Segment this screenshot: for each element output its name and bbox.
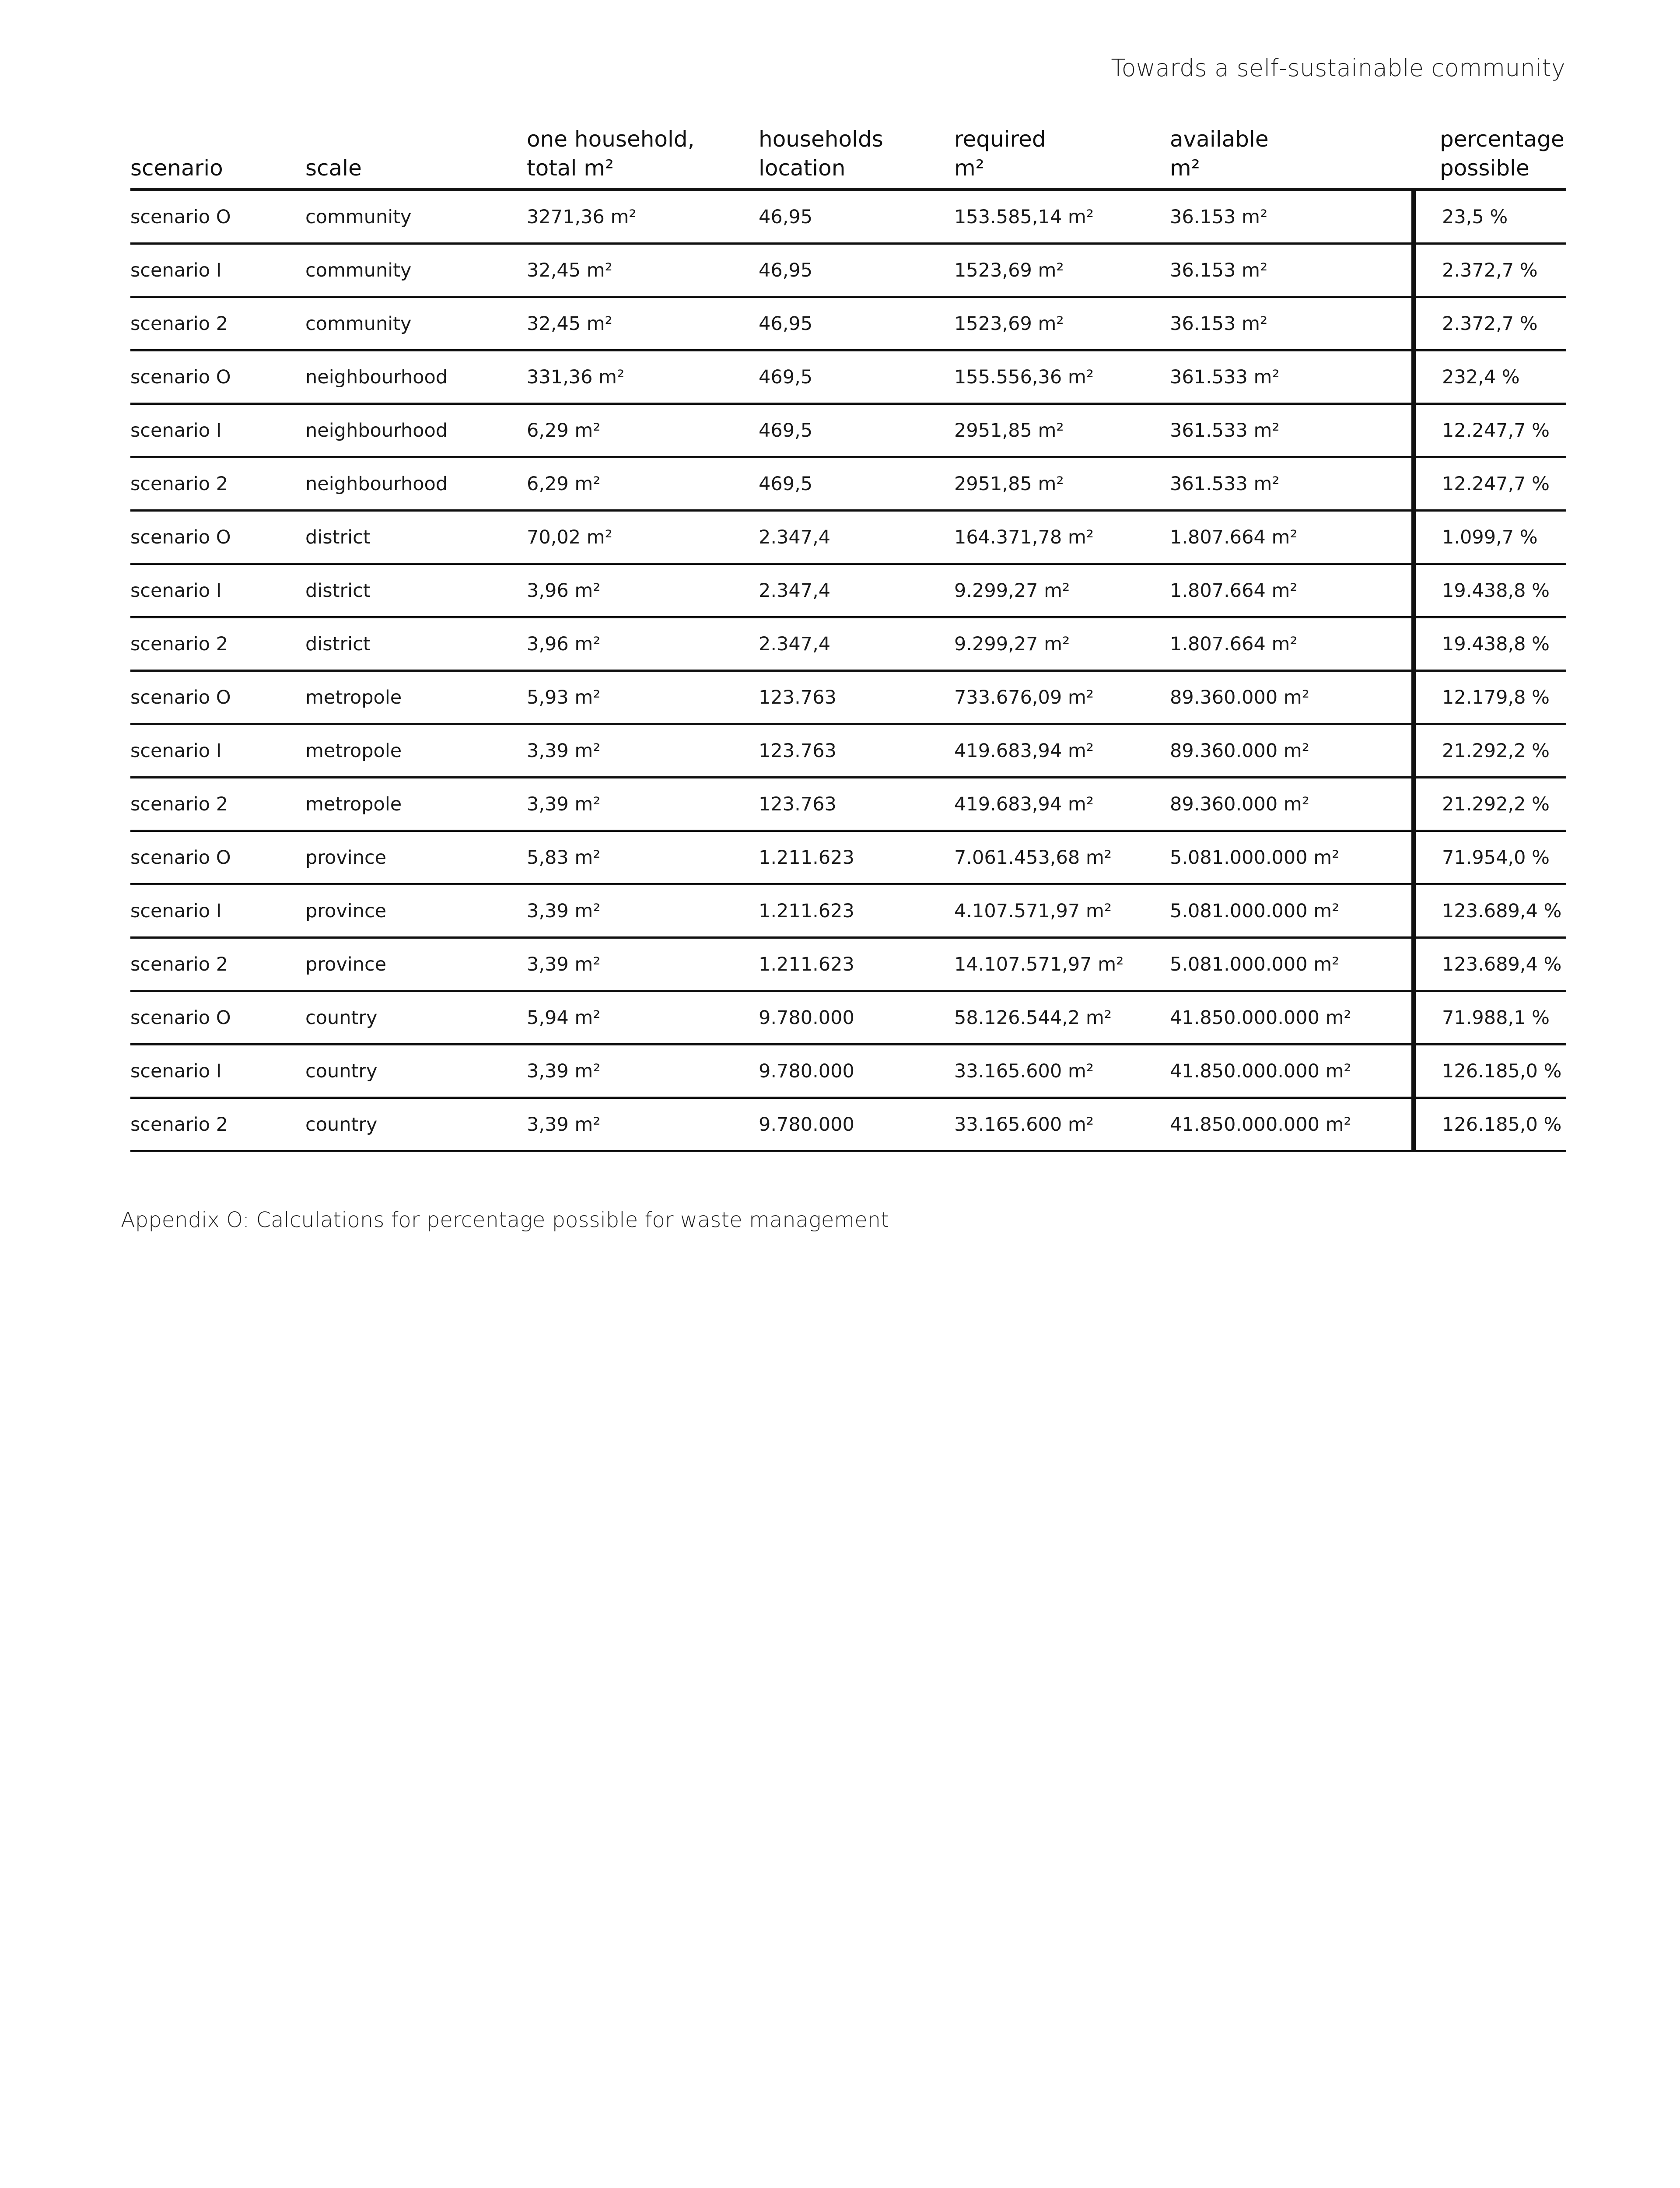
required-cell: 9.299,27 m²	[954, 564, 1170, 617]
scale-cell: country	[305, 1098, 527, 1151]
percentage-cell: 2.372,7 %	[1414, 244, 1566, 297]
table-body	[130, 189, 1566, 1151]
scale-cell: neighbourhood	[305, 404, 527, 457]
available-cell: 89.360.000 m²	[1170, 724, 1414, 778]
header-scenario: scenario	[130, 125, 305, 189]
household-area-cell: 3,39 m²	[527, 884, 759, 938]
required-cell: 33.165.600 m²	[954, 1045, 1170, 1098]
available-cell: 1.807.664 m²	[1170, 511, 1414, 564]
required-cell: 14.107.571,97 m²	[954, 938, 1170, 991]
households-cell: 1.211.623	[759, 831, 954, 884]
household-area-cell: 70,02 m²	[527, 511, 759, 564]
required-cell: 58.126.544,2 m²	[954, 991, 1170, 1045]
table-row	[130, 884, 1566, 938]
table-header-row	[130, 125, 1566, 189]
scale-cell: district	[305, 511, 527, 564]
table-row	[130, 938, 1566, 991]
household-area-cell: 5,83 m²	[527, 831, 759, 884]
scenario-cell: scenario O	[130, 671, 305, 724]
available-cell: 41.850.000.000 m²	[1170, 1045, 1414, 1098]
available-cell: 5.081.000.000 m²	[1170, 831, 1414, 884]
household-area-cell: 32,45 m²	[527, 297, 759, 351]
table-caption: Appendix O: Calculations for percentage possible for waste management	[121, 1208, 889, 1232]
households-cell: 2.347,4	[759, 511, 954, 564]
scenario-cell: scenario O	[130, 189, 305, 244]
available-cell: 36.153 m²	[1170, 189, 1414, 244]
scale-cell: country	[305, 991, 527, 1045]
required-cell: 33.165.600 m²	[954, 1098, 1170, 1151]
percentage-cell: 12.247,7 %	[1414, 404, 1566, 457]
header-required: required m²	[954, 125, 1170, 189]
table-row	[130, 778, 1566, 831]
percentage-cell: 2.372,7 %	[1414, 297, 1566, 351]
table-row	[130, 617, 1566, 671]
scale-cell: province	[305, 938, 527, 991]
required-cell: 164.371,78 m²	[954, 511, 1170, 564]
table-row	[130, 724, 1566, 778]
households-cell: 469,5	[759, 404, 954, 457]
households-cell: 2.347,4	[759, 617, 954, 671]
running-header: Towards a self-sustainable community	[1111, 54, 1565, 82]
percentage-cell: 19.438,8 %	[1414, 564, 1566, 617]
scale-cell: province	[305, 884, 527, 938]
percentage-cell: 19.438,8 %	[1414, 617, 1566, 671]
waste-management-table	[130, 125, 1566, 1152]
table-row	[130, 1045, 1566, 1098]
percentage-cell: 12.247,7 %	[1414, 457, 1566, 511]
header-scale: scale	[305, 125, 527, 189]
scenario-cell: scenario O	[130, 351, 305, 404]
household-area-cell: 32,45 m²	[527, 244, 759, 297]
household-area-cell: 3,96 m²	[527, 564, 759, 617]
scenario-cell: scenario O	[130, 831, 305, 884]
household-area-cell: 3271,36 m²	[527, 189, 759, 244]
household-area-cell: 3,39 m²	[527, 724, 759, 778]
scale-cell: neighbourhood	[305, 351, 527, 404]
scenario-cell: scenario 2	[130, 617, 305, 671]
scenario-cell: scenario 2	[130, 1098, 305, 1151]
required-cell: 419.683,94 m²	[954, 724, 1170, 778]
households-cell: 9.780.000	[759, 1098, 954, 1151]
scenario-cell: scenario I	[130, 404, 305, 457]
households-cell: 46,95	[759, 297, 954, 351]
household-area-cell: 3,39 m²	[527, 1045, 759, 1098]
households-cell: 123.763	[759, 724, 954, 778]
scale-cell: district	[305, 617, 527, 671]
scale-cell: country	[305, 1045, 527, 1098]
required-cell: 9.299,27 m²	[954, 617, 1170, 671]
scenario-cell: scenario I	[130, 564, 305, 617]
available-cell: 5.081.000.000 m²	[1170, 938, 1414, 991]
scale-cell: community	[305, 244, 527, 297]
scenario-cell: scenario O	[130, 991, 305, 1045]
percentage-cell: 21.292,2 %	[1414, 724, 1566, 778]
required-cell: 155.556,36 m²	[954, 351, 1170, 404]
required-cell: 1523,69 m²	[954, 297, 1170, 351]
table-row	[130, 244, 1566, 297]
table-row	[130, 351, 1566, 404]
available-cell: 41.850.000.000 m²	[1170, 1098, 1414, 1151]
scenario-cell: scenario 2	[130, 778, 305, 831]
scenario-cell: scenario O	[130, 511, 305, 564]
required-cell: 2951,85 m²	[954, 404, 1170, 457]
table-row	[130, 297, 1566, 351]
header-percentage: percentage possible	[1414, 125, 1566, 189]
percentage-cell: 1.099,7 %	[1414, 511, 1566, 564]
available-cell: 361.533 m²	[1170, 351, 1414, 404]
household-area-cell: 331,36 m²	[527, 351, 759, 404]
household-area-cell: 3,39 m²	[527, 938, 759, 991]
available-cell: 1.807.664 m²	[1170, 617, 1414, 671]
waste-management-table-container	[130, 125, 1566, 1152]
households-cell: 123.763	[759, 778, 954, 831]
scale-cell: metropole	[305, 724, 527, 778]
scenario-cell: scenario I	[130, 884, 305, 938]
households-cell: 2.347,4	[759, 564, 954, 617]
available-cell: 89.360.000 m²	[1170, 671, 1414, 724]
households-cell: 9.780.000	[759, 991, 954, 1045]
household-area-cell: 3,39 m²	[527, 778, 759, 831]
available-cell: 89.360.000 m²	[1170, 778, 1414, 831]
scenario-cell: scenario I	[130, 1045, 305, 1098]
table-row	[130, 564, 1566, 617]
table-row	[130, 511, 1566, 564]
percentage-cell: 126.185,0 %	[1414, 1098, 1566, 1151]
percentage-cell: 123.689,4 %	[1414, 884, 1566, 938]
available-cell: 361.533 m²	[1170, 404, 1414, 457]
household-area-cell: 6,29 m²	[527, 457, 759, 511]
table-row	[130, 831, 1566, 884]
percentage-cell: 126.185,0 %	[1414, 1045, 1566, 1098]
percentage-cell: 71.988,1 %	[1414, 991, 1566, 1045]
percentage-cell: 71.954,0 %	[1414, 831, 1566, 884]
header-households: households location	[759, 125, 954, 189]
available-cell: 5.081.000.000 m²	[1170, 884, 1414, 938]
households-cell: 1.211.623	[759, 884, 954, 938]
households-cell: 469,5	[759, 351, 954, 404]
required-cell: 419.683,94 m²	[954, 778, 1170, 831]
percentage-cell: 123.689,4 %	[1414, 938, 1566, 991]
household-area-cell: 5,93 m²	[527, 671, 759, 724]
households-cell: 469,5	[759, 457, 954, 511]
households-cell: 1.211.623	[759, 938, 954, 991]
table-row	[130, 671, 1566, 724]
header-one-household: one household, total m²	[527, 125, 759, 189]
scale-cell: metropole	[305, 778, 527, 831]
scenario-cell: scenario 2	[130, 457, 305, 511]
households-cell: 123.763	[759, 671, 954, 724]
households-cell: 46,95	[759, 244, 954, 297]
available-cell: 1.807.664 m²	[1170, 564, 1414, 617]
table-row	[130, 189, 1566, 244]
table-row	[130, 404, 1566, 457]
available-cell: 41.850.000.000 m²	[1170, 991, 1414, 1045]
percentage-cell: 23,5 %	[1414, 189, 1566, 244]
table-row	[130, 1098, 1566, 1151]
scenario-cell: scenario I	[130, 244, 305, 297]
household-area-cell: 5,94 m²	[527, 991, 759, 1045]
scenario-cell: scenario I	[130, 724, 305, 778]
available-cell: 36.153 m²	[1170, 244, 1414, 297]
household-area-cell: 3,39 m²	[527, 1098, 759, 1151]
required-cell: 733.676,09 m²	[954, 671, 1170, 724]
household-area-cell: 3,96 m²	[527, 617, 759, 671]
scale-cell: district	[305, 564, 527, 617]
household-area-cell: 6,29 m²	[527, 404, 759, 457]
scenario-cell: scenario 2	[130, 938, 305, 991]
required-cell: 2951,85 m²	[954, 457, 1170, 511]
required-cell: 4.107.571,97 m²	[954, 884, 1170, 938]
households-cell: 46,95	[759, 189, 954, 244]
available-cell: 36.153 m²	[1170, 297, 1414, 351]
required-cell: 7.061.453,68 m²	[954, 831, 1170, 884]
scenario-cell: scenario 2	[130, 297, 305, 351]
households-cell: 9.780.000	[759, 1045, 954, 1098]
percentage-cell: 12.179,8 %	[1414, 671, 1566, 724]
available-cell: 361.533 m²	[1170, 457, 1414, 511]
scale-cell: neighbourhood	[305, 457, 527, 511]
percentage-cell: 21.292,2 %	[1414, 778, 1566, 831]
scale-cell: community	[305, 297, 527, 351]
percentage-cell: 232,4 %	[1414, 351, 1566, 404]
scale-cell: community	[305, 189, 527, 244]
header-available: available m²	[1170, 125, 1414, 189]
scale-cell: metropole	[305, 671, 527, 724]
scale-cell: province	[305, 831, 527, 884]
required-cell: 1523,69 m²	[954, 244, 1170, 297]
required-cell: 153.585,14 m²	[954, 189, 1170, 244]
table-row	[130, 457, 1566, 511]
table-row	[130, 991, 1566, 1045]
